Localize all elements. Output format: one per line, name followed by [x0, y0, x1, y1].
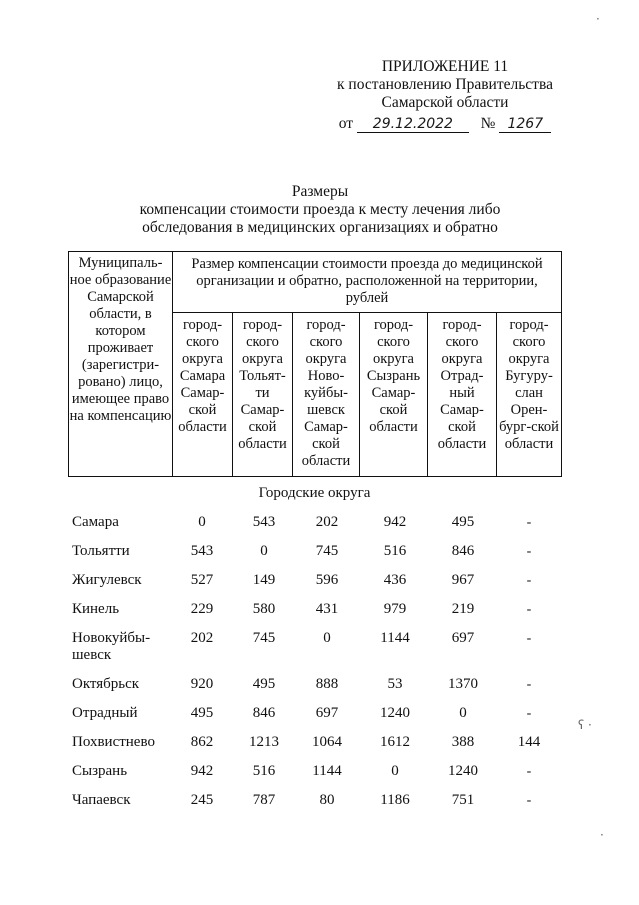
handwritten-date: 29.12.2022: [357, 116, 469, 133]
cell-value: 1144: [380, 630, 410, 646]
column-header-syzran: город-ского округа Сызрань Самар-ской области: [360, 313, 428, 477]
cell-value: 149: [252, 572, 276, 588]
cell-value: 846: [451, 543, 475, 559]
cell-value: 1144: [312, 763, 342, 779]
cell-value: 495: [190, 705, 214, 721]
cell-value: 846: [252, 705, 276, 721]
cell-value: 219: [451, 601, 475, 617]
cell-value: 697: [315, 705, 339, 721]
row-name: Тольятти: [72, 543, 130, 559]
appendix-title: ПРИЛОЖЕНИЕ 11: [381, 58, 509, 75]
cell-value: 527: [190, 572, 214, 588]
cell-value: 495: [451, 514, 475, 530]
cell-value: 0: [323, 630, 331, 646]
title-line-3: обследования в медицинских организациях и обратно: [142, 219, 498, 236]
cell-value: 751: [451, 792, 475, 808]
cell-value: -: [526, 677, 532, 692]
municipality-header: Муниципаль-ное образование Самарской области, в котором проживает (зарегистри-ровано) лицо, имеющее право на компенсацию: [69, 252, 173, 477]
cell-value: -: [526, 515, 532, 530]
section-label: Городские округа: [258, 485, 371, 501]
scan-mark: ·: [600, 828, 604, 842]
cell-value: -: [526, 793, 532, 808]
cell-value: 0: [459, 705, 467, 721]
cell-value: 920: [190, 676, 214, 692]
date-prefix: от: [338, 115, 354, 132]
cell-value: 202: [190, 630, 214, 646]
compensation-table-header: [68, 251, 562, 477]
appendix-line-2: Самарской области: [381, 94, 509, 111]
cell-value: 436: [383, 572, 407, 588]
row-name: Жигулевск: [72, 572, 142, 588]
cell-value: 516: [252, 763, 276, 779]
cell-value: -: [526, 706, 532, 721]
scan-mark: ʕ ·: [578, 718, 592, 732]
column-header-tolyatti: город-ского округа Тольят-ти Самар-ской области: [233, 313, 293, 477]
row-name: Октябрьск: [72, 676, 140, 692]
column-header-otradny: город-ского округа Отрад-ный Самар-ской области: [428, 313, 497, 477]
number-prefix: №: [480, 115, 496, 132]
cell-value: 0: [198, 514, 206, 530]
row-name: Сызрань: [72, 763, 128, 779]
cell-value: 53: [387, 676, 403, 692]
column-header-novokuibyshevsk: город-ского округа Ново-куйбы-шевск Самар-ской области: [293, 313, 360, 477]
cell-value: -: [526, 602, 532, 617]
cell-value: 0: [260, 543, 268, 559]
cell-value: 942: [383, 514, 407, 530]
scan-mark: ·: [596, 12, 600, 26]
cell-value: 202: [315, 514, 339, 530]
document-title: [90, 183, 550, 237]
appendix-line-1: к постановлению Правительства: [337, 76, 553, 93]
cell-value: 596: [315, 572, 339, 588]
cell-value: -: [526, 764, 532, 779]
cell-value: 888: [315, 676, 339, 692]
cell-value: 745: [252, 630, 276, 646]
cell-value: 1612: [380, 734, 410, 750]
cell-value: 697: [451, 630, 475, 646]
cell-value: 745: [315, 543, 339, 559]
cell-value: -: [526, 544, 532, 559]
handwritten-number: 1267: [499, 116, 551, 133]
cell-value: 431: [315, 601, 339, 617]
column-header-samara: город-ского округа Самара Самар-ской области: [173, 313, 233, 477]
cell-value: -: [526, 631, 532, 646]
cell-value: 144: [517, 734, 541, 750]
row-name: Отрадный: [72, 705, 138, 721]
cell-value: 787: [252, 792, 276, 808]
compensation-span-header: Размер компенсации стоимости проезда до медицинской организации и обратно, расположенной на территории, рублей: [173, 252, 562, 313]
row-name: Чапаевск: [72, 792, 131, 808]
cell-value: 543: [190, 543, 214, 559]
title-line-1: Размеры: [291, 183, 349, 200]
cell-value: 862: [190, 734, 214, 750]
cell-value: 516: [383, 543, 407, 559]
cell-value: 979: [383, 601, 407, 617]
row-name: Похвистнево: [72, 734, 155, 750]
cell-value: 580: [252, 601, 276, 617]
cell-value: 80: [319, 792, 335, 808]
title-line-2: компенсации стоимости проезда к месту лечения либо: [139, 201, 501, 218]
cell-value: 1370: [448, 676, 478, 692]
cell-value: 245: [190, 792, 214, 808]
table-row: [72, 792, 562, 826]
row-name: Кинель: [72, 601, 120, 617]
cell-value: 543: [252, 514, 276, 530]
cell-value: -: [526, 573, 532, 588]
cell-value: 1064: [312, 734, 342, 750]
row-name: Самара: [72, 514, 119, 530]
date-number-line: [300, 115, 590, 133]
cell-value: 942: [190, 763, 214, 779]
cell-value: 388: [451, 734, 475, 750]
cell-value: 967: [451, 572, 475, 588]
cell-value: 229: [190, 601, 214, 617]
column-header-buguruslan: город-ского округа Бугуру-слан Орен-бург-ской области: [497, 313, 562, 477]
table-row: [72, 630, 562, 670]
cell-value: 0: [391, 763, 399, 779]
cell-value: 1240: [380, 705, 410, 721]
cell-value: 1240: [448, 763, 478, 779]
row-name: Новокуйбы-шевск: [72, 630, 151, 663]
cell-value: 1186: [380, 792, 410, 808]
appendix-block: [300, 58, 590, 133]
cell-value: 1213: [249, 734, 279, 750]
cell-value: 495: [252, 676, 276, 692]
